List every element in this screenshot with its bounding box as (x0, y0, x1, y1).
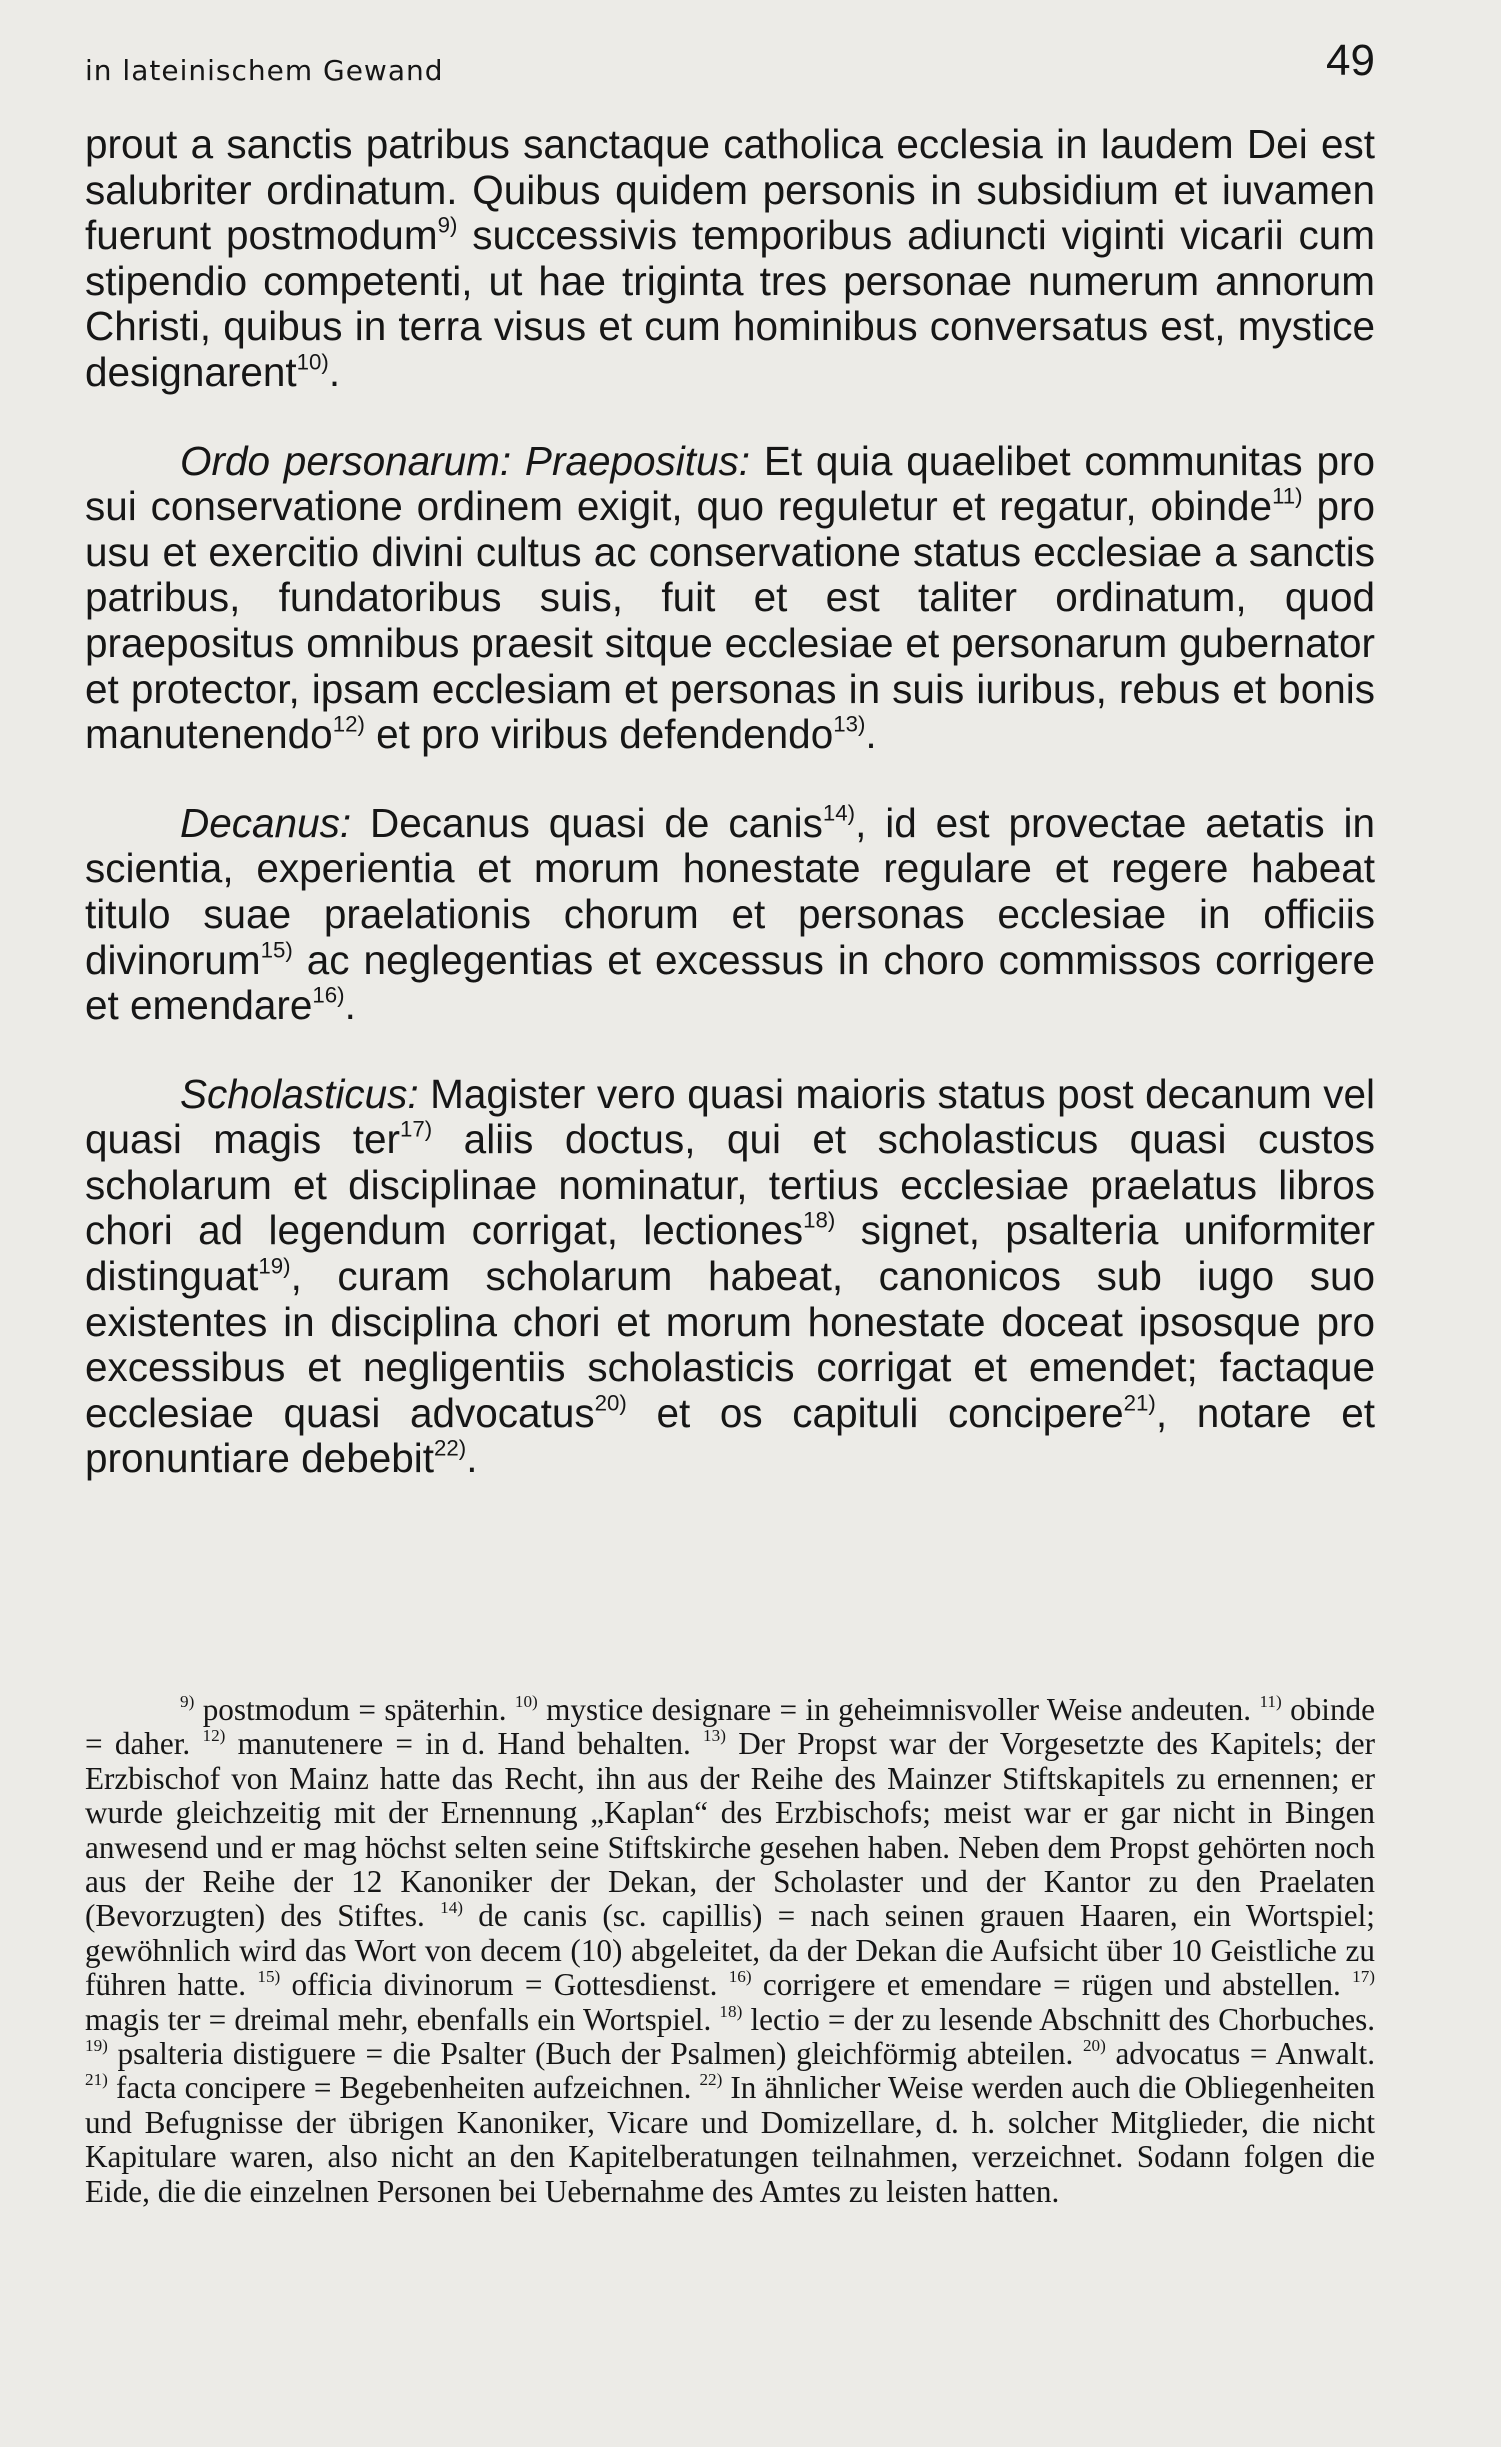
footnote-mark: 12) (202, 1726, 226, 1746)
footnote-mark: 15) (257, 1967, 281, 1987)
footnote-mark: 11) (1259, 1692, 1282, 1712)
footnote-ref: 19) (258, 1253, 291, 1279)
text-span: aliis doctus, qui et scholasticus quasi custos scholarum et disciplinae nominatur, tertius ecclesiae praelatus libros chori ad legendum corrigat, lectiones (85, 1116, 1376, 1254)
footnote-mark: 13) (703, 1726, 726, 1746)
text-span: signet, psalteria uniformiter distinguat (85, 1207, 1375, 1300)
footnote-ref: 20) (594, 1390, 627, 1416)
footnote-mark: 22) (699, 2070, 723, 2090)
text-span: . (344, 982, 356, 1029)
text-span: . (328, 348, 341, 395)
footnote-text: postmodum = späterhin. (194, 1692, 515, 1727)
text-span: et os capituli concipere (626, 1389, 1124, 1436)
footnote-ref: 11) (1272, 483, 1303, 509)
footnote-ref: 18) (803, 1207, 836, 1233)
footnote-ref: 15) (260, 936, 293, 962)
footnote-text: advocatus = Anwalt. (1105, 2036, 1375, 2072)
text-span: pro usu et exercitio divini cultus ac conservatione status ecclesiae a sanctis patribus, fundatoribus suis, fuit et est taliter ordinatum, quod praepositus omnibus praesit sitque ecclesiae et personarum gubernator et protector, ipsam ecclesiam et personas in suis iuribus, rebus et bonis manutenendo (85, 483, 1375, 758)
footnote-text: officia divinorum = Gottesdienst. (280, 1967, 729, 2003)
footnote-mark: 9) (180, 1692, 195, 1712)
footnotes (85, 1693, 1375, 2209)
footnote-ref: 13) (833, 711, 866, 737)
paragraph-intro (85, 122, 1375, 396)
text-span: Et quia quaelibet communitas pro sui conservatione ordinem exigit, quo reguletur et regatur, obinde (85, 437, 1375, 530)
footnote-mark: 16) (728, 1967, 752, 1987)
footnote-text: psalteria distiguere = die Psalter (Buch der Psalmen) gleichförmig abteilen. (107, 2036, 1083, 2072)
section-heading: Scholasticus: (180, 1070, 419, 1117)
footnote-mark: 19) (85, 2036, 108, 2056)
footnote-block (85, 1693, 1375, 2209)
text-span: et pro viribus defendendo (364, 711, 834, 758)
text-span: , curam scholarum habeat, canonicos sub iugo suo existentes in disciplina chori et morum honestate doceat ipsosque pro excessibus et negligentiis scholasticis corrigat et emendet; factaque ecclesiae quasi advocatus (85, 1253, 1375, 1436)
footnote-mark: 18) (719, 2001, 743, 2021)
footnote-ref: 21) (1123, 1390, 1156, 1416)
footnote-text: facta concipere = Begebenheiten aufzeichnen. (107, 2070, 700, 2106)
text-span: successivis temporibus adiuncti viginti vicarii cum stipendio competenti, ut hae triginta tres personae numerum annorum Christi, quibus in terra visus et cum hominibus conversatus est, mystice designarent (85, 212, 1375, 395)
section-heading: Decanus: (180, 799, 352, 846)
footnote-mark: 14) (440, 1898, 463, 1918)
text-span: prout a sanctis patribus sanctaque catholica ecclesia in laudem Dei est salubriter ordinatum. Quibus quidem personis in subsidium et iuvamen fuerunt postmodum (85, 121, 1375, 259)
footnote-text: lectio = der zu lesende Abschnitt des Chorbuches. (742, 2001, 1376, 2037)
text-span: Magister vero quasi maioris status post decanum vel quasi magis ter (85, 1070, 1375, 1163)
section-heading: Ordo personarum: Praepositus: (180, 437, 751, 484)
footnote-text: manutenere = in d. Hand behalten. (225, 1726, 704, 1762)
footnote-ref: 16) (312, 982, 345, 1008)
paragraph-praepositus (85, 439, 1375, 758)
text-span: . (865, 711, 877, 758)
paragraph-decanus (85, 801, 1375, 1029)
footnote-ref: 10) (296, 349, 329, 375)
footnote-ref: 17) (400, 1116, 433, 1142)
footnote-mark: 21) (85, 2070, 108, 2090)
footnote-ref: 14) (822, 800, 856, 826)
footnote-mark: 10) (514, 1692, 538, 1712)
footnote-ref: 12) (332, 711, 365, 737)
footnote-text: corrigere et emendare = rügen und abstellen. (751, 1967, 1353, 2003)
footnote-mark: 17) (1352, 1967, 1375, 1987)
footnote-ref: 22) (434, 1435, 467, 1461)
footnote-text: de canis (sc. capillis) = nach seinen grauen Haaren, ein Wortspiel; gewöhnlich wird das Wort von decem (10) abgeleitet, da der Dekan die Aufsicht über 10 Geistliche zu führen hatte. (85, 1898, 1375, 2003)
page-number: 49 (1326, 36, 1375, 85)
footnote-text: mystice designare = in geheimnisvoller Weise andeuten. (537, 1692, 1260, 1727)
text-span: ac neglegentias et excessus in choro commissos corrigere et emendare (85, 936, 1375, 1029)
text-span: , id est provectae aetatis in scientia, experientia et morum honestate regulare et regere habeat titulo suae praelationis chorum et personas ecclesiae in officiis divinorum (85, 799, 1375, 983)
footnote-mark: 20) (1082, 2036, 1106, 2056)
text-span: , notare et pronuntiare debebit (85, 1389, 1376, 1482)
footnote-text: magis ter = dreimal mehr, ebenfalls ein Wortspiel. (85, 2001, 720, 2037)
paragraph-scholasticus (85, 1072, 1375, 1482)
main-text (85, 122, 1375, 1525)
footnote-text: Der Propst war der Vorgesetzte des Kapitels; der Erzbischof von Mainz hatte das Recht, ihn aus der Reihe des Mainzer Stiftskapitels zu ernennen; er wurde gleichzeitig mit der Ernennung „Kaplan“ des Erzbischofs; meist war er gar nicht in Bingen anwesend und er mag höchst selten seine Stiftskirche gesehen haben. Neben dem Propst gehörten noch aus der Reihe der 12 Kanoniker der Dekan, der Scholaster und der Kantor zu den Praelaten (Bevorzugten) des Stiftes. (85, 1726, 1375, 1934)
text-span: Decanus quasi de canis (351, 799, 823, 846)
footnote-ref: 9) (437, 212, 458, 238)
footnote-text: obinde = daher. (85, 1692, 1375, 1762)
footnote-text: In ähnlicher Weise werden auch die Obliegenheiten und Befugnisse der übrigen Kanoniker, Vicare und Domizellare, d. h. solcher Mitglieder, die nicht Kapitulare waren, also nicht an den Kapitelberatungen teilnahmen, verzeichnet. Sodann folgen die Eide, die die einzelnen Personen bei Uebernahme des Amtes zu leisten hatten. (85, 2070, 1375, 2209)
running-title: in lateinischem Gewand (85, 54, 444, 87)
text-span: . (466, 1435, 478, 1482)
